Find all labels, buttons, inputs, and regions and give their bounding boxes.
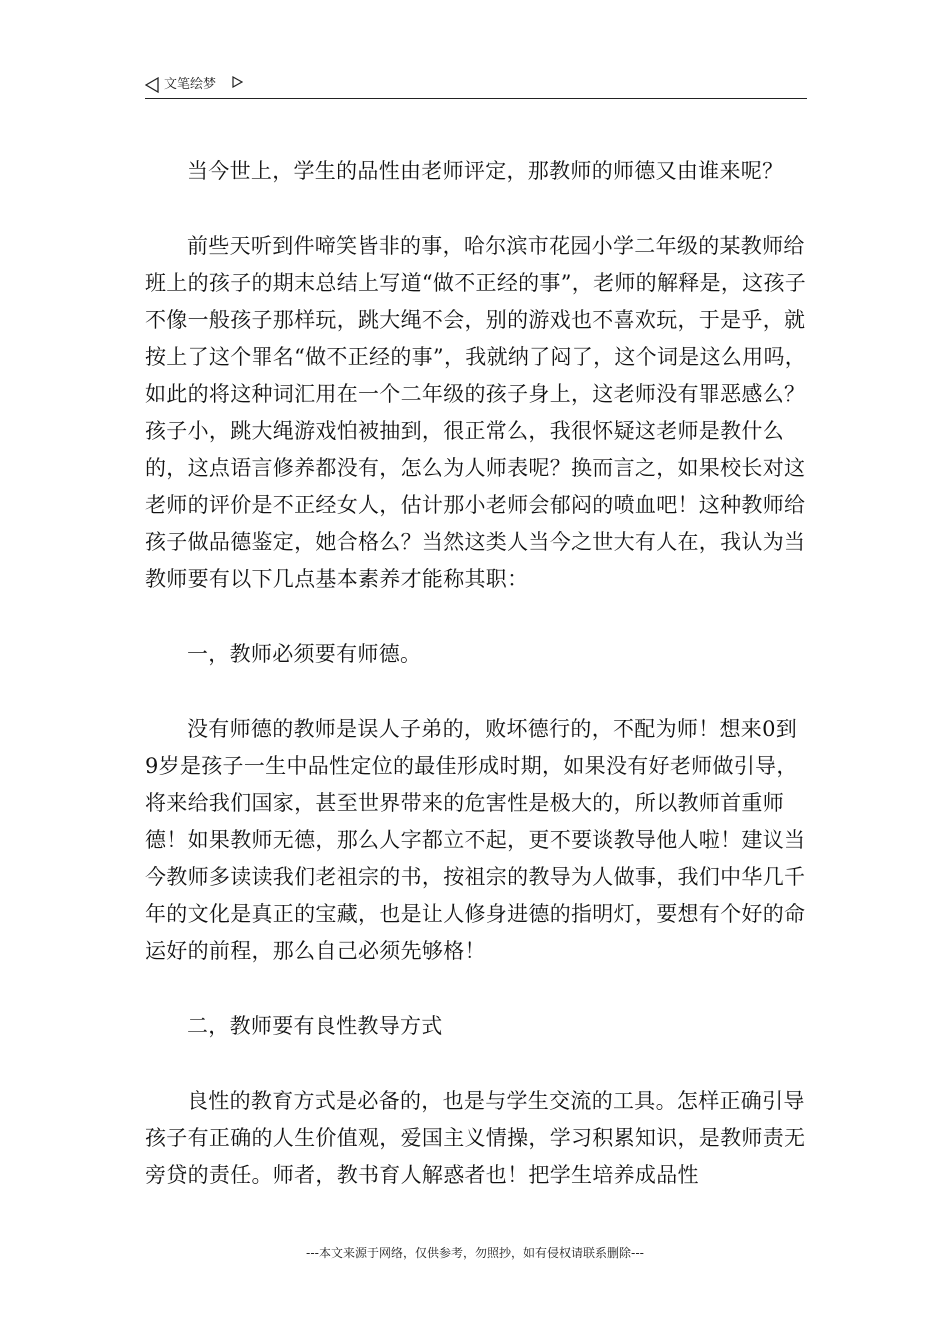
header-brand: 文笔绘梦 bbox=[164, 77, 217, 92]
triangle-left-icon bbox=[145, 77, 159, 93]
heading-point-two: 二，教师要有良性教导方式 bbox=[187, 1014, 443, 1038]
page-header bbox=[145, 74, 807, 99]
footer-notice: ---本文来源于网络，仅供参考，勿照抄，如有侵权请联系删除--- bbox=[306, 1246, 644, 1260]
paragraph-intro: 当今世上，学生的品性由老师评定，那教师的师德又由谁来呢？ bbox=[187, 159, 784, 183]
paragraph-story: 前些天听到件啼笑皆非的事，哈尔滨市花园小学二年级的某教师给班上的孩子的期末总结上写道“做不正经的事”，老师的解释是，这孩子不像一般孩子那样玩，跳大绳不会，别的游戏也不喜欢玩，于是乎，就按上了这个罪名“做不正经的事”，我就纳了闷了，这个词是这么用吗，如此的将这种词汇用在一个二年级的孩子身上，这老师没有罪恶感么？孩子小，跳大绳游戏怕被抽到，很正常么，我很怀疑这老师是教什么的，这点语言修养都没有，怎么为人师表呢？换而言之，如果校长对这老师的评价是不正经女人，估计那小老师会郁闷的喷血吧！这种教师给孩子做品德鉴定，她合格么？当然这类人当今之世大有人在，我认为当教师要有以下几点基本素养才能称其职： bbox=[145, 234, 807, 591]
paragraph-point-one: 没有师德的教师是误人子弟的，败坏德行的，不配为师！想来0到9岁是孩子一生中品性定位的最佳形成时期，如果没有好老师做引导，将来给我们国家，甚至世界带来的危害性是极大的，所以教师首重师德！如果教师无德，那么人字都立不起，更不要谈教导他人啦！建议当今教师多读读我们老祖宗的书，按祖宗的教导为人做事，我们中华几千年的文化是真正的宝藏，也是让人修身进德的指明灯，要想有个好的命运好的前程，那么自己必须先够格！ bbox=[145, 717, 806, 963]
heading-point-one: 一，教师必须要有师德。 bbox=[187, 642, 422, 666]
article-body bbox=[145, 153, 810, 1232]
paragraph-point-two: 良性的教育方式是必备的，也是与学生交流的工具。怎样正确引导孩子有正确的人生价值观，爱国主义情操，学习积累知识，是教师责无旁贷的责任。师者，教书育人解惑者也！把学生培养成品性 bbox=[145, 1089, 806, 1187]
triangle-right-icon bbox=[232, 76, 243, 88]
